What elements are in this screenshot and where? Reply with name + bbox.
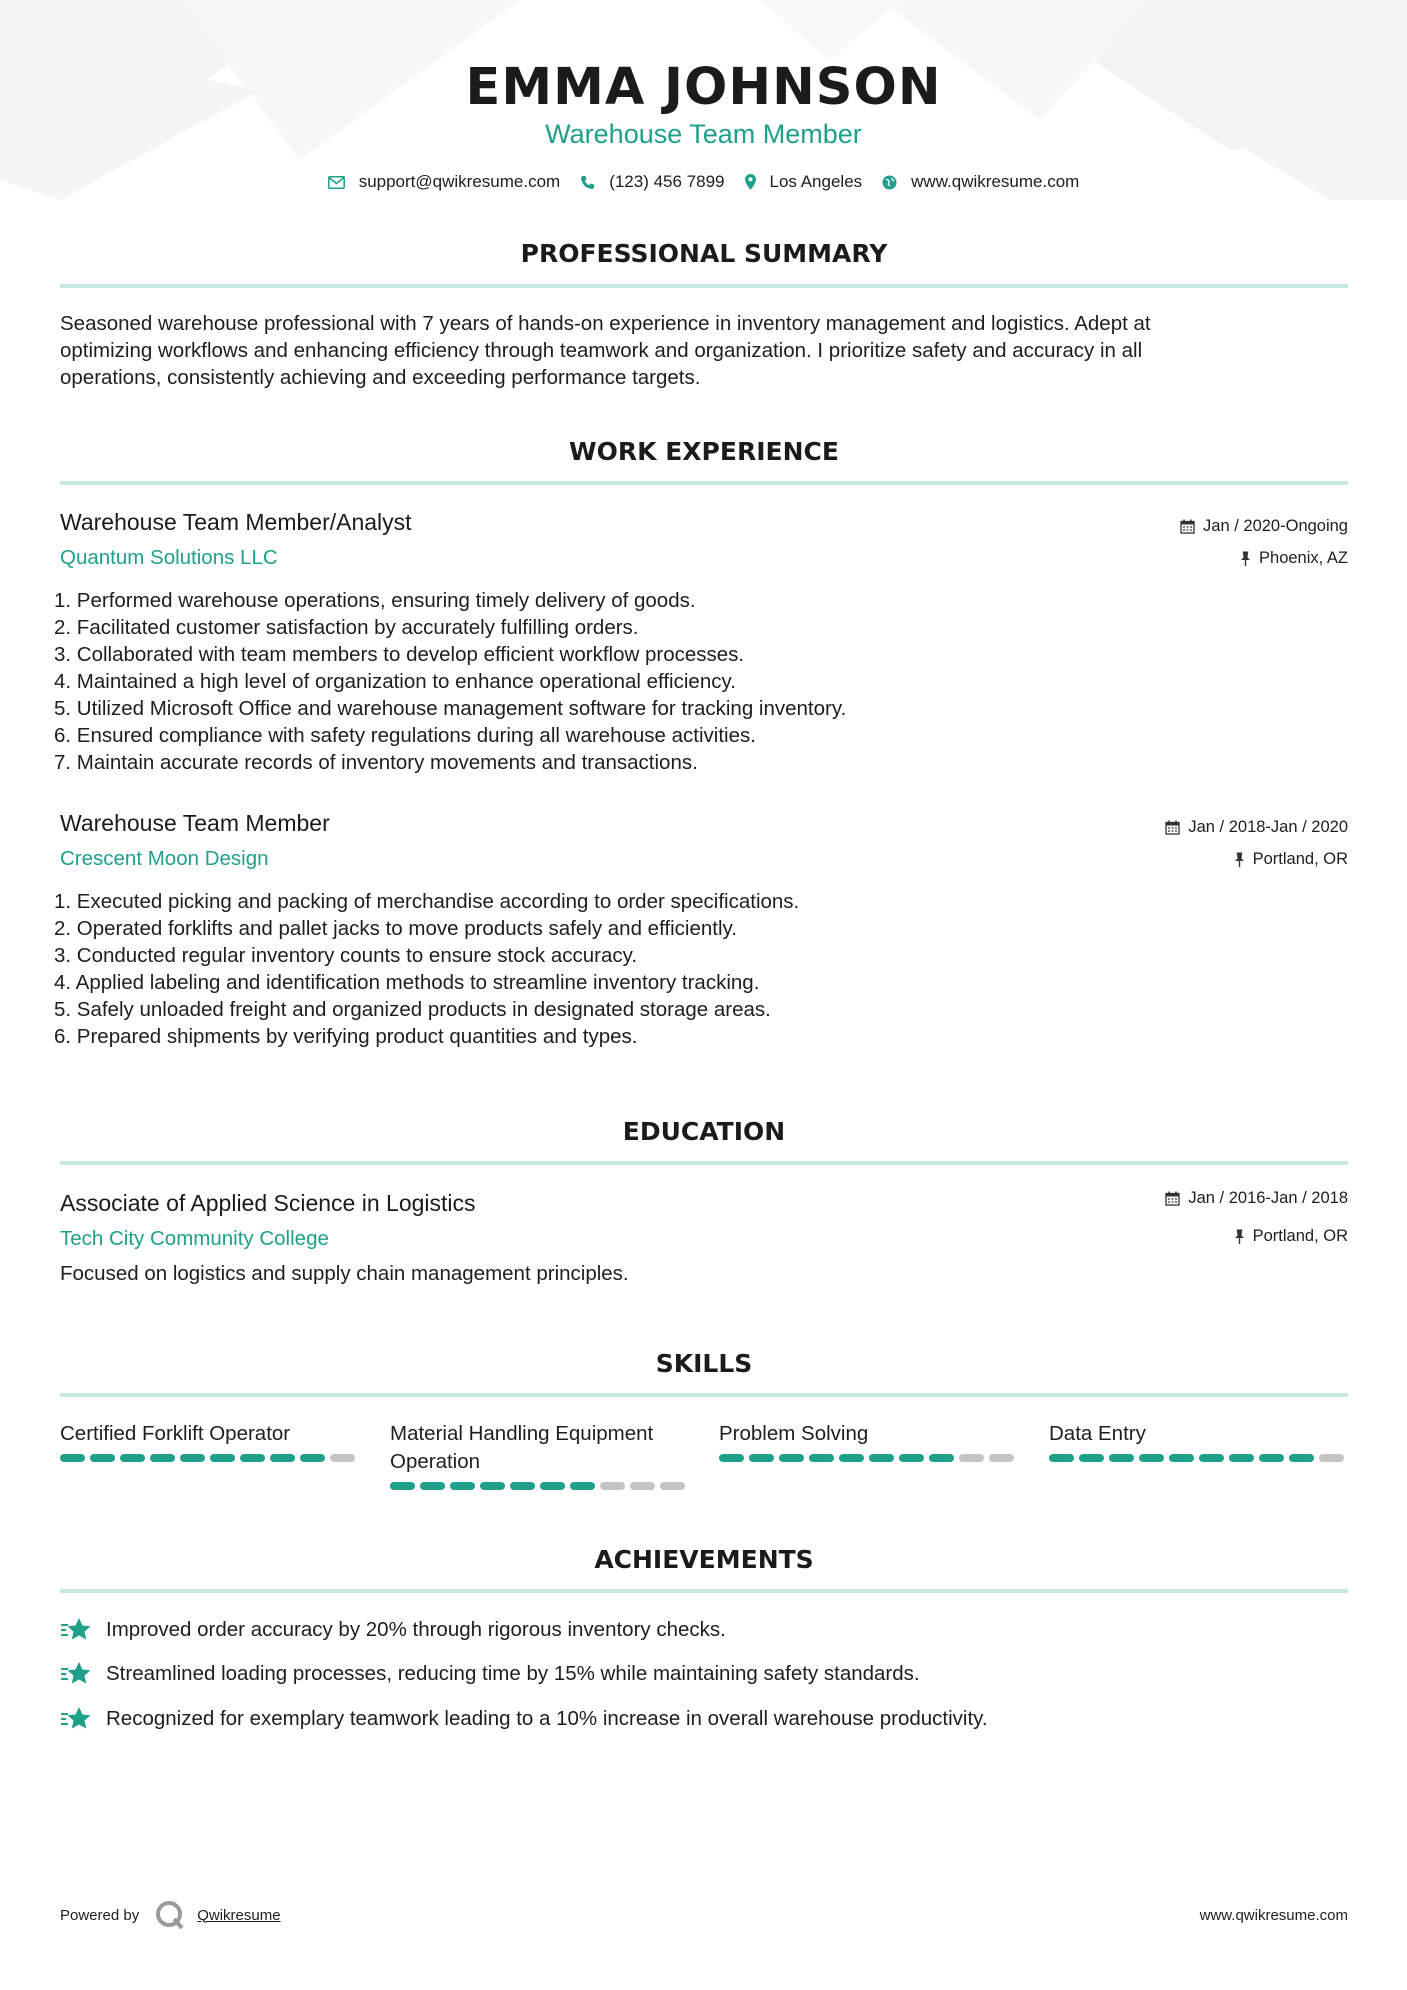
powered-by-label: Powered by	[60, 1906, 140, 1924]
education-dates	[1165, 1189, 1348, 1208]
skill-segment-filled	[1079, 1454, 1104, 1462]
skill-name: Certified Forklift Operator	[60, 1422, 291, 1445]
skill-segment-empty	[600, 1482, 625, 1490]
skill-level-bar	[1049, 1454, 1349, 1462]
contact-location-text: Los Angeles	[769, 172, 863, 191]
company-name: Quantum Solutions LLC	[60, 546, 278, 569]
skills-divider	[60, 1393, 1348, 1397]
job-responsibilities	[54, 888, 799, 1050]
job-location-text: Portland, OR	[1252, 850, 1348, 868]
skill-level-bar	[719, 1454, 1019, 1462]
skill-item	[719, 1420, 1019, 1462]
achievement-item	[60, 1706, 988, 1732]
skill-segment-filled	[150, 1454, 175, 1462]
globe-icon	[882, 175, 897, 190]
skill-segment-filled	[570, 1482, 595, 1490]
education-description: Focused on logistics and supply chain management principles.	[60, 1262, 629, 1285]
map-marker-icon	[745, 174, 756, 190]
contact-email-text: support@qwikresume.com	[358, 172, 561, 191]
education-dates-text: Jan / 2016-Jan / 2018	[1188, 1189, 1348, 1207]
calendar-icon	[1165, 820, 1180, 835]
award-star-icon	[60, 1661, 92, 1687]
achievement-item	[60, 1661, 920, 1687]
skill-segment-filled	[1049, 1454, 1074, 1462]
skill-name: Problem Solving	[719, 1422, 869, 1445]
pushpin-icon	[1234, 1229, 1245, 1244]
list-item: 1. Performed warehouse operations, ensuring timely delivery of goods.	[54, 589, 696, 612]
job-dates	[1180, 517, 1348, 536]
company-name: Crescent Moon Design	[60, 847, 269, 870]
skill-item	[1049, 1420, 1349, 1462]
footer-powered-by	[60, 1900, 281, 1930]
skill-segment-filled	[270, 1454, 295, 1462]
list-item: 5. Safely unloaded freight and organized products in designated storage areas.	[54, 998, 771, 1021]
skill-segment-filled	[420, 1482, 445, 1490]
job-dates-text: Jan / 2020-Ongoing	[1203, 517, 1348, 535]
calendar-icon	[1165, 1191, 1180, 1206]
job-title: Warehouse Team Member/Analyst	[60, 509, 412, 535]
job-dates-text: Jan / 2018-Jan / 2020	[1188, 818, 1348, 836]
qwikresume-logo-icon	[155, 1900, 185, 1930]
skill-segment-filled	[1199, 1454, 1224, 1462]
education-heading: EDUCATION	[622, 1117, 786, 1146]
skill-item	[390, 1420, 690, 1490]
list-item: 6. Ensured compliance with safety regulations during all warehouse activities.	[54, 724, 756, 747]
qwikresume-link[interactable]: Qwikresume	[197, 1906, 281, 1924]
job-location	[1240, 549, 1348, 568]
education-divider	[60, 1161, 1348, 1165]
contact-phone-text: (123) 456 7899	[609, 172, 725, 191]
achievement-text: Recognized for exemplary teamwork leading to a 10% increase in overall warehouse productivity.	[106, 1707, 988, 1730]
skill-segment-empty	[1319, 1454, 1344, 1462]
skill-segment-filled	[719, 1454, 744, 1462]
contact-bar	[0, 172, 1407, 192]
degree-title: Associate of Applied Science in Logistics	[60, 1190, 476, 1216]
skill-segment-empty	[330, 1454, 355, 1462]
summary-line: optimizing workflows and enhancing efficiency through teamwork and organization. I prioritize safety and accuracy in all	[60, 339, 1143, 362]
skill-segment-filled	[450, 1482, 475, 1490]
contact-website[interactable]	[882, 172, 1079, 192]
skill-segment-empty	[660, 1482, 685, 1490]
experience-divider	[60, 481, 1348, 485]
list-item: 5. Utilized Microsoft Office and warehouse management software for tracking inventory.	[54, 697, 847, 720]
skill-segment-empty	[630, 1482, 655, 1490]
skill-segment-filled	[1139, 1454, 1164, 1462]
skill-segment-filled	[60, 1454, 85, 1462]
list-item: 6. Prepared shipments by verifying product quantities and types.	[54, 1025, 638, 1048]
skill-segment-filled	[809, 1454, 834, 1462]
skill-segment-filled	[1259, 1454, 1284, 1462]
contact-email[interactable]	[328, 172, 561, 192]
achievement-text: Improved order accuracy by 20% through rigorous inventory checks.	[106, 1618, 726, 1641]
job-title: Warehouse Team Member	[60, 810, 330, 836]
achievements-divider	[60, 1589, 1348, 1593]
pushpin-icon	[1240, 551, 1251, 566]
experience-heading: WORK EXPERIENCE	[569, 437, 839, 466]
contact-phone[interactable]	[580, 172, 724, 192]
skill-segment-filled	[390, 1482, 415, 1490]
candidate-name: EMMA JOHNSON	[465, 58, 942, 117]
skill-segment-filled	[300, 1454, 325, 1462]
candidate-role: Warehouse Team Member	[545, 119, 862, 149]
skill-segment-filled	[510, 1482, 535, 1490]
education-location	[1234, 1227, 1348, 1246]
list-item: 3. Conducted regular inventory counts to ensure stock accuracy.	[54, 944, 638, 967]
skill-segment-filled	[240, 1454, 265, 1462]
skill-level-bar	[60, 1454, 360, 1462]
skill-segment-empty	[959, 1454, 984, 1462]
skill-segment-filled	[1229, 1454, 1254, 1462]
award-star-icon	[60, 1617, 92, 1643]
skill-segment-filled	[480, 1482, 505, 1490]
achievements-heading: ACHIEVEMENTS	[594, 1545, 814, 1574]
skill-name: Material Handling Equipment Operation	[390, 1422, 654, 1473]
skill-segment-filled	[839, 1454, 864, 1462]
list-item: 1. Executed picking and packing of merchandise according to order specifications.	[54, 890, 800, 913]
skill-segment-filled	[749, 1454, 774, 1462]
phone-icon	[580, 175, 595, 190]
calendar-icon	[1180, 519, 1195, 534]
skill-segment-filled	[180, 1454, 205, 1462]
education-location-text: Portland, OR	[1252, 1227, 1348, 1245]
list-item: 4. Applied labeling and identification methods to streamline inventory tracking.	[54, 971, 760, 994]
contact-website-text: www.qwikresume.com	[911, 172, 1080, 191]
skill-segment-filled	[1169, 1454, 1194, 1462]
contact-location	[745, 172, 863, 192]
skill-name: Data Entry	[1049, 1422, 1146, 1445]
list-item: 2. Operated forklifts and pallet jacks to move products safely and efficiently.	[54, 917, 737, 940]
list-item: 2. Facilitated customer satisfaction by accurately fulfilling orders.	[54, 616, 639, 639]
job-location	[1234, 850, 1348, 869]
skill-segment-filled	[210, 1454, 235, 1462]
summary-text	[60, 310, 1350, 391]
list-item: 7. Maintain accurate records of inventory movements and transactions.	[54, 751, 698, 774]
job-responsibilities	[54, 587, 846, 776]
job-location-text: Phoenix, AZ	[1259, 549, 1348, 567]
skill-segment-filled	[779, 1454, 804, 1462]
skills-heading: SKILLS	[655, 1349, 753, 1378]
list-item: 4. Maintained a high level of organization to enhance operational efficiency.	[54, 670, 736, 693]
skill-segment-filled	[929, 1454, 954, 1462]
job-dates	[1165, 818, 1348, 837]
skill-segment-filled	[90, 1454, 115, 1462]
skill-segment-filled	[869, 1454, 894, 1462]
skill-segment-filled	[1109, 1454, 1134, 1462]
achievement-text: Streamlined loading processes, reducing time by 15% while maintaining safety standards.	[106, 1662, 920, 1685]
pushpin-icon	[1234, 852, 1245, 867]
skill-segment-filled	[540, 1482, 565, 1490]
summary-heading: PROFESSIONAL SUMMARY	[520, 239, 888, 268]
school-name: Tech City Community College	[60, 1227, 329, 1250]
skill-item	[60, 1420, 360, 1462]
list-item: 3. Collaborated with team members to develop efficient workflow processes.	[54, 643, 745, 666]
skill-segment-empty	[989, 1454, 1014, 1462]
skill-segment-filled	[120, 1454, 145, 1462]
skill-level-bar	[390, 1482, 690, 1490]
envelope-icon	[328, 176, 345, 189]
footer-website[interactable]: www.qwikresume.com	[1199, 1907, 1348, 1924]
summary-line: operations, consistently achieving and exceeding performance targets.	[60, 366, 701, 389]
summary-divider	[60, 284, 1348, 288]
achievement-item	[60, 1617, 726, 1643]
skill-segment-filled	[899, 1454, 924, 1462]
skill-segment-filled	[1289, 1454, 1314, 1462]
award-star-icon	[60, 1706, 92, 1732]
summary-line: Seasoned warehouse professional with 7 years of hands-on experience in inventory management and logistics. Adept at	[60, 312, 1151, 335]
